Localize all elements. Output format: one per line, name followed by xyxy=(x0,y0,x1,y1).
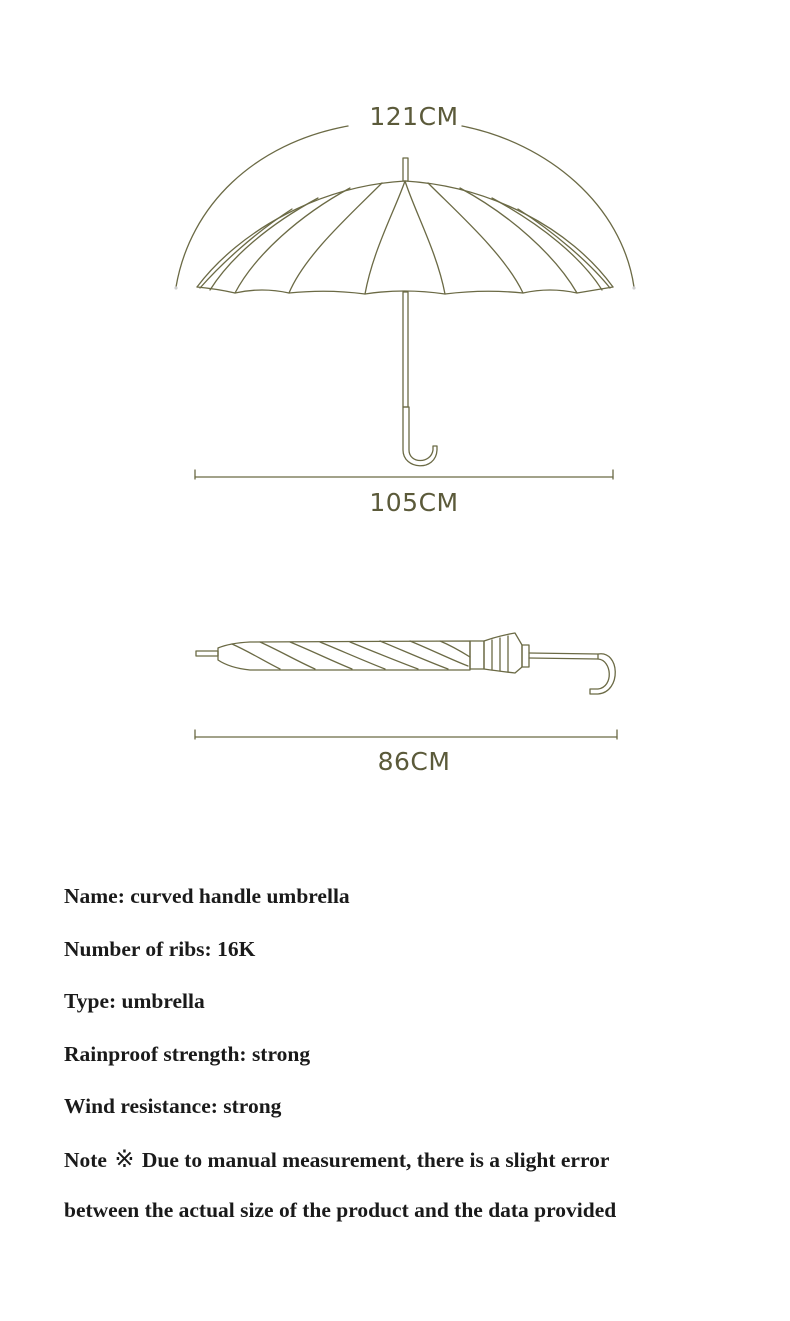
spec-value: umbrella xyxy=(121,989,205,1013)
umbrella-shaft xyxy=(403,292,408,407)
spec-label: Type: xyxy=(64,989,117,1013)
closed-umbrella-collar xyxy=(522,645,529,667)
spec-value: 16K xyxy=(217,936,256,961)
spec-ribs xyxy=(64,931,764,984)
closed-umbrella-shaft xyxy=(529,653,598,659)
spec-value: curved handle umbrella xyxy=(130,884,350,908)
note-line-2 xyxy=(64,1192,764,1228)
closed-umbrella-strap xyxy=(470,641,484,669)
rib xyxy=(365,181,405,294)
arc-dimension-label: 121CM xyxy=(369,102,459,131)
arc-dimension-left xyxy=(176,126,348,287)
spec-rainproof xyxy=(64,1036,764,1089)
rib xyxy=(289,183,382,293)
rib xyxy=(235,188,350,293)
note-text-1: Due to manual measurement, there is a slight error xyxy=(141,1147,610,1172)
umbrella-top-tip xyxy=(403,158,408,181)
closed-length-label: 86CM xyxy=(377,747,451,776)
spec-name xyxy=(64,878,764,931)
rib xyxy=(460,188,577,293)
closed-umbrella-folds xyxy=(232,641,470,669)
canopy-hem xyxy=(197,287,613,294)
arc-dimension-right xyxy=(462,126,634,287)
canopy-top xyxy=(197,181,613,287)
spec-label: Rainproof strength: xyxy=(64,1041,247,1066)
spec-label: Number of ribs: xyxy=(64,936,212,961)
spec-type xyxy=(64,983,764,1036)
rib xyxy=(210,198,318,290)
note-prefix: Note xyxy=(64,1147,107,1172)
spec-wind xyxy=(64,1088,764,1141)
rib xyxy=(428,183,523,293)
rib xyxy=(492,198,602,290)
closed-umbrella-tip xyxy=(196,651,218,656)
product-specs xyxy=(64,878,764,1228)
arc-end-left xyxy=(174,286,177,289)
arc-end-right xyxy=(632,286,635,289)
note-text-2: between the actual size of the product and the data provided xyxy=(64,1197,617,1222)
rib xyxy=(518,209,610,288)
open-width-label: 105CM xyxy=(369,488,459,517)
umbrella-handle xyxy=(403,407,437,466)
closed-umbrella-handle xyxy=(590,654,615,694)
closed-umbrella-crown xyxy=(484,633,522,673)
spec-label: Name: xyxy=(64,884,125,908)
note-line-1 xyxy=(64,1141,764,1192)
spec-value: strong xyxy=(251,1041,311,1066)
note-mark-icon: ※ xyxy=(114,1144,135,1173)
spec-label: Wind resistance: xyxy=(64,1094,218,1118)
rib xyxy=(405,181,445,294)
spec-value: strong xyxy=(223,1094,282,1118)
